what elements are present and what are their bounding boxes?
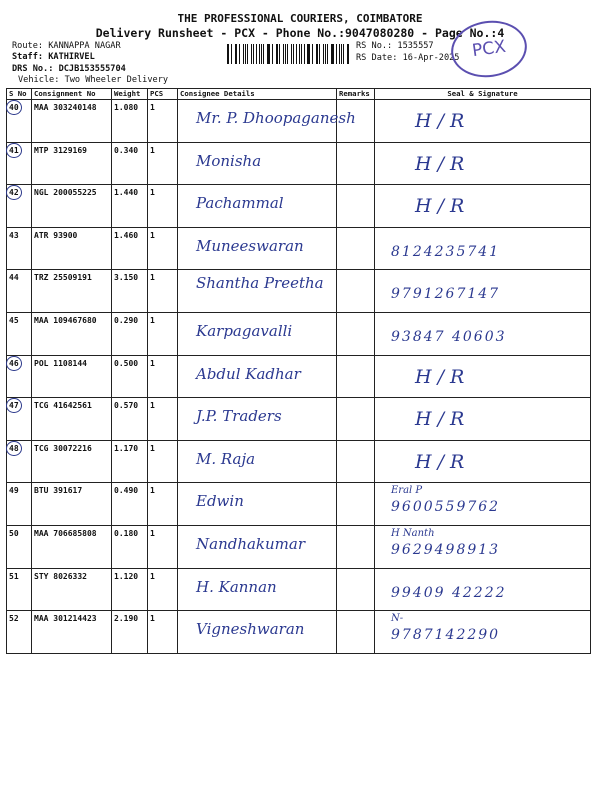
pcs-value <box>148 525 178 568</box>
consignee-handwriting: Mr. P. Dhoopaganesh <box>196 109 356 127</box>
pcs-value <box>148 355 178 398</box>
runsheet-subtitle: Delivery Runsheet - PCX - Phone No.:9047080280 - Page No.:4 <box>95 26 505 40</box>
weight-value <box>112 568 148 611</box>
barcode-bar <box>348 44 349 64</box>
consignment-number <box>32 270 112 313</box>
weight-value-text: 0.570 <box>114 401 139 411</box>
table-row <box>7 100 591 143</box>
signature-value: 99409 42222 <box>391 584 507 601</box>
serial-number-text: 44 <box>9 273 19 283</box>
serial-number <box>7 355 32 398</box>
serial-number <box>7 100 32 143</box>
consignee-cell <box>178 398 337 441</box>
rs-number: RS No.: 1535557 <box>356 41 434 51</box>
barcode-bar <box>287 44 288 64</box>
remarks-cell <box>337 525 375 568</box>
pcs-value <box>148 185 178 228</box>
pcs-value <box>148 100 178 143</box>
consignment-number-text: MAA 109467680 <box>34 315 97 325</box>
signature-value: 9629498913 <box>391 541 501 558</box>
serial-number <box>7 142 32 185</box>
consignment-number <box>32 142 112 185</box>
barcode-bar <box>308 44 309 64</box>
barcode <box>227 44 351 64</box>
consignee-cell <box>178 483 337 526</box>
consignment-number <box>32 185 112 228</box>
table-row <box>7 270 591 313</box>
serial-number-text: 43 <box>9 230 19 240</box>
consignment-number-text: MAA 301214423 <box>34 614 97 624</box>
pcs-value-text: 1 <box>150 103 155 112</box>
consignment-number <box>32 525 112 568</box>
pcs-value-text: 1 <box>150 188 155 198</box>
serial-number <box>7 611 32 654</box>
consignment-number-text: MAA 706685808 <box>34 528 97 538</box>
col-weight-header: Weight <box>112 89 148 100</box>
consignment-number-text: TCG 41642561 <box>34 401 92 411</box>
pcs-value-text: 1 <box>150 273 155 283</box>
pcs-value-text: 1 <box>150 614 155 624</box>
pcs-value <box>148 398 178 441</box>
pcs-value-text: 1 <box>150 571 155 581</box>
serial-number-text: 50 <box>9 528 19 538</box>
consignee-cell <box>178 312 337 355</box>
consignment-number-text: MAA 303240148 <box>34 103 97 112</box>
weight-value-text: 2.190 <box>114 614 139 624</box>
consignment-number-text: STY 8026332 <box>34 571 87 581</box>
remarks-cell <box>337 398 375 441</box>
pcs-value-text: 1 <box>150 528 155 538</box>
consignment-number <box>32 312 112 355</box>
barcode-bar <box>301 44 302 64</box>
signature-value: H/R <box>415 195 471 218</box>
consignee-handwriting: H. Kannan <box>196 577 277 596</box>
table-row <box>7 312 591 355</box>
stamp-text: PCX <box>470 36 508 62</box>
serial-number <box>7 270 32 313</box>
pcs-value-text: 1 <box>150 358 155 368</box>
weight-value-text: 1.440 <box>114 188 139 198</box>
col-signature-header: Seal & Signature <box>375 89 591 100</box>
remarks-cell <box>337 142 375 185</box>
pcs-value <box>148 312 178 355</box>
remarks-cell <box>337 611 375 654</box>
serial-number <box>7 227 32 270</box>
weight-value <box>112 142 148 185</box>
consignment-number-text: POL 1108144 <box>34 358 87 368</box>
signature-value: 9787142290 <box>391 627 501 644</box>
weight-value <box>112 611 148 654</box>
pcs-value-text: 1 <box>150 401 155 411</box>
remarks-cell <box>337 312 375 355</box>
barcode-bar <box>272 44 273 64</box>
col-remarks-header: Remarks <box>337 89 375 100</box>
weight-value-text: 0.290 <box>114 315 139 325</box>
signature-cell <box>375 611 591 654</box>
consignee-cell <box>178 227 337 270</box>
weight-value <box>112 185 148 228</box>
consignee-cell <box>178 185 337 228</box>
pcs-value-text: 1 <box>150 230 155 240</box>
consignee-handwriting: Shantha Preetha <box>196 274 324 293</box>
barcode-bar <box>251 44 252 64</box>
table-row <box>7 440 591 483</box>
table-row <box>7 483 591 526</box>
consignee-cell <box>178 270 337 313</box>
serial-number <box>7 398 32 441</box>
serial-number <box>7 483 32 526</box>
remarks-cell <box>337 355 375 398</box>
consignee-handwriting: Edwin <box>196 492 244 511</box>
signature-value: H/R <box>415 408 471 431</box>
consignee-cell <box>178 525 337 568</box>
barcode-bar <box>319 44 320 64</box>
barcode-bar <box>312 44 313 64</box>
weight-value-text: 1.170 <box>114 443 139 453</box>
serial-number-text: 46 <box>6 356 22 371</box>
weight-value-text: 0.180 <box>114 528 139 538</box>
consignee-cell <box>178 100 356 143</box>
barcode-bar <box>263 44 264 64</box>
weight-value <box>112 355 148 398</box>
weight-value <box>112 398 148 441</box>
weight-value-text: 3.150 <box>114 273 139 283</box>
serial-number <box>7 185 32 228</box>
consignee-handwriting: Muneeswaran <box>196 236 304 255</box>
signature-value: 8124235741 <box>391 243 501 260</box>
consignment-number <box>32 355 112 398</box>
pcs-value <box>148 142 178 185</box>
weight-value-text: 0.490 <box>114 486 139 496</box>
col-pcs-header: PCS <box>148 89 178 100</box>
route-label: Route: KANNAPPA NAGAR <box>12 41 121 51</box>
pcs-value-text: 1 <box>150 315 155 325</box>
weight-value-text: 1.080 <box>114 103 139 112</box>
table-row <box>7 355 591 398</box>
barcode-bar <box>341 44 342 64</box>
consignee-cell <box>178 611 337 654</box>
serial-number-text: 49 <box>9 486 19 496</box>
col-consignee-header: Consignee Details <box>178 89 337 100</box>
signature-cell <box>375 227 591 270</box>
weight-value-text: 1.120 <box>114 571 139 581</box>
pcs-value-text: 1 <box>150 145 155 155</box>
remarks-cell <box>337 440 375 483</box>
barcode-bar <box>253 44 254 64</box>
col-sno-header: S No <box>7 89 32 100</box>
serial-number-text: 41 <box>6 143 22 158</box>
consignment-number <box>32 483 112 526</box>
weight-value <box>112 312 148 355</box>
signature-mark: H Nanth <box>391 527 435 539</box>
pcs-value-text: 1 <box>150 486 155 496</box>
signature-cell <box>375 568 591 611</box>
consignee-handwriting: Karpagavalli <box>196 321 293 340</box>
table-row <box>7 185 591 228</box>
serial-number <box>7 440 32 483</box>
signature-cell <box>375 185 591 228</box>
table-row <box>7 227 591 270</box>
consignment-number <box>32 398 112 441</box>
consignee-handwriting: M. Raja <box>196 449 256 468</box>
pcs-value <box>148 611 178 654</box>
signature-value: H/R <box>415 450 471 473</box>
drs-number: DRS No.: DCJB153555704 <box>12 64 126 74</box>
consignee-handwriting: Nandhakumar <box>196 534 306 553</box>
signature-cell <box>375 270 591 313</box>
serial-number <box>7 568 32 611</box>
staff-label: Staff: KATHIRVEL <box>12 52 95 62</box>
signature-cell <box>375 440 591 483</box>
consignment-number-text: TCG 30072216 <box>34 443 92 453</box>
consignee-handwriting: J.P. Traders <box>196 407 282 426</box>
remarks-cell <box>337 483 375 526</box>
pcs-value <box>148 227 178 270</box>
serial-number-text: 45 <box>9 315 19 325</box>
table-row <box>7 525 591 568</box>
weight-value-text: 1.460 <box>114 230 139 240</box>
serial-number-text: 42 <box>6 185 22 200</box>
barcode-bar <box>268 44 269 64</box>
barcode-bar <box>293 44 294 64</box>
rs-date: RS Date: 16-Apr-2025 <box>356 53 460 63</box>
weight-value-text: 0.340 <box>114 145 139 155</box>
signature-cell <box>375 483 591 526</box>
consignee-handwriting: Monisha <box>196 151 262 170</box>
signature-value: H/R <box>415 365 471 388</box>
signature-cell <box>375 525 591 568</box>
barcode-bar <box>327 44 328 64</box>
signature-value: 93847 40603 <box>391 328 507 345</box>
consignment-number <box>32 100 112 143</box>
table-row <box>7 568 591 611</box>
signature-value: H/R <box>415 152 471 175</box>
consignee-cell <box>178 355 337 398</box>
serial-number <box>7 525 32 568</box>
consignment-number <box>32 440 112 483</box>
consignee-handwriting: Pachammal <box>196 194 284 213</box>
serial-number-text: 40 <box>6 100 22 115</box>
signature-mark: Eral P <box>391 485 423 497</box>
barcode-bar <box>228 44 229 64</box>
consignment-number <box>32 568 112 611</box>
document-title: THE PROFESSIONAL COURIERS, COIMBATORE <box>177 12 423 25</box>
signature-value: 9791267147 <box>391 286 501 303</box>
remarks-cell <box>337 185 375 228</box>
consignment-number-text: NGL 200055225 <box>34 188 97 198</box>
serial-number <box>7 312 32 355</box>
pcs-value <box>148 568 178 611</box>
barcode-bar <box>236 44 237 64</box>
consignee-cell <box>178 142 337 185</box>
table-header-row <box>7 89 591 100</box>
consignee-cell <box>178 440 337 483</box>
pcs-value <box>148 440 178 483</box>
barcode-bar <box>332 44 333 64</box>
signature-value: H/R <box>415 110 471 132</box>
serial-number-text: 51 <box>9 571 19 581</box>
signature-mark: N- <box>391 613 404 625</box>
consignee-handwriting: Vigneshwaran <box>196 620 305 639</box>
signature-cell <box>375 100 591 143</box>
remarks-cell <box>337 270 375 313</box>
signature-cell <box>375 142 591 185</box>
consignee-handwriting: Abdul Kadhar <box>196 364 301 383</box>
weight-value <box>112 270 148 313</box>
runsheet-table <box>6 88 591 654</box>
weight-value <box>112 440 148 483</box>
weight-value <box>112 483 148 526</box>
consignee-cell <box>178 568 337 611</box>
signature-value: 9600559762 <box>391 499 501 516</box>
weight-value-text: 0.500 <box>114 358 139 368</box>
consignment-number-text: MTP 3129169 <box>34 145 87 155</box>
pcs-value <box>148 270 178 313</box>
serial-number-text: 47 <box>6 398 22 413</box>
consignment-number <box>32 611 112 654</box>
col-consignment-header: Consignment No <box>32 89 112 100</box>
table-row <box>7 611 591 654</box>
table-row <box>7 142 591 185</box>
consignment-number <box>32 227 112 270</box>
pcs-value <box>148 483 178 526</box>
weight-value <box>112 100 148 143</box>
weight-value <box>112 227 148 270</box>
remarks-cell <box>337 568 375 611</box>
weight-value <box>112 525 148 568</box>
serial-number-text: 48 <box>6 441 22 456</box>
consignment-number-text: BTU 391617 <box>34 486 83 496</box>
barcode-bar <box>279 44 280 64</box>
consignment-number-text: TRZ 25509191 <box>34 273 92 283</box>
consignment-number-text: ATR 93900 <box>34 230 78 240</box>
vehicle-label: Vehicle: Two Wheeler Delivery <box>18 75 169 85</box>
serial-number-text: 52 <box>9 614 19 624</box>
pcs-value-text: 1 <box>150 443 155 453</box>
signature-cell <box>375 398 591 441</box>
signature-cell <box>375 355 591 398</box>
table-row <box>7 398 591 441</box>
remarks-cell <box>337 227 375 270</box>
barcode-bar <box>243 44 244 64</box>
signature-cell <box>375 312 591 355</box>
